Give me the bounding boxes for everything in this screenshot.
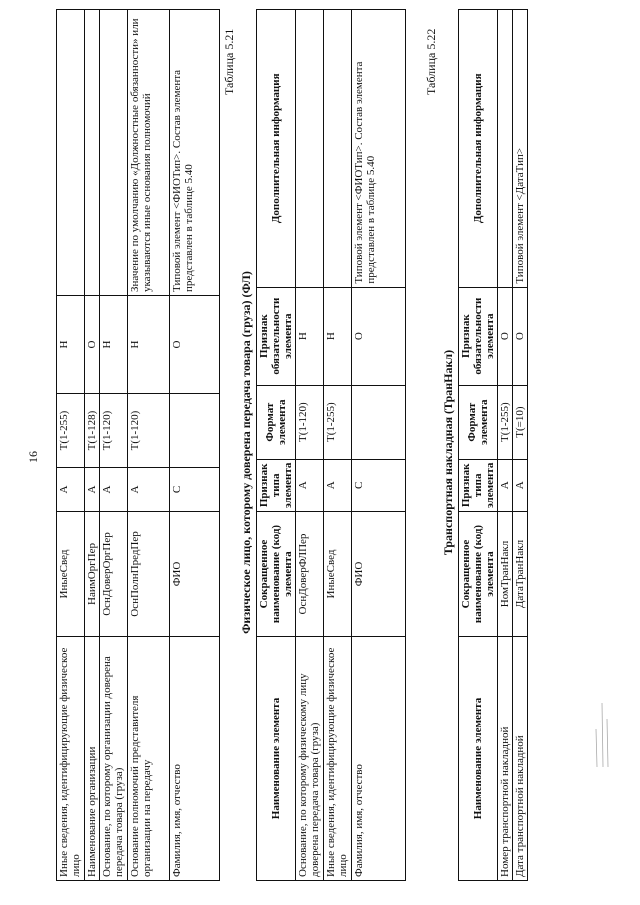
- table-row: [352, 10, 406, 881]
- cell-req: Н: [57, 296, 85, 394]
- cell-info: [100, 10, 128, 296]
- header-row: [459, 10, 498, 881]
- header-row: [257, 10, 296, 881]
- column-header-code: Сокращенное наименование (код) элемента: [257, 512, 296, 637]
- cell-info: Типовой элемент <ФИОТип>. Состав элемента представлен в таблице 5.40: [352, 10, 406, 288]
- cell-name: Номер транспортной накладной: [498, 637, 513, 881]
- table-label-5-22: Таблица 5.22: [424, 28, 438, 95]
- cell-info: [57, 10, 85, 296]
- column-header-name: Наименование элемента: [459, 637, 498, 881]
- cell-req: О: [352, 287, 406, 385]
- cell-req: О: [170, 296, 220, 394]
- cell-code: ИныеСвед: [57, 512, 85, 637]
- table-row: [513, 10, 528, 881]
- cell-code: ИныеСвед: [324, 512, 352, 637]
- cell-type: А: [324, 459, 352, 511]
- column-header-info: Дополнительная информация: [459, 10, 498, 288]
- cell-info: [85, 10, 100, 296]
- cell-code: ДатаТранНакл: [513, 512, 528, 637]
- cell-name: Иные сведения, идентифицирующие физическое лицо: [57, 637, 85, 881]
- cell-type: А: [513, 459, 528, 511]
- cell-name: Наименование организации: [85, 637, 100, 881]
- cell-req: Н: [324, 287, 352, 385]
- cell-code: ФИО: [352, 512, 406, 637]
- column-header-type: Признак типа элемента: [257, 459, 296, 511]
- column-header-info: Дополнительная информация: [257, 10, 296, 288]
- cell-format: [170, 394, 220, 468]
- cell-req: Н: [128, 296, 170, 394]
- stamp-mark: [592, 699, 610, 769]
- cell-format: Т(1-128): [85, 394, 100, 468]
- table-row: [100, 10, 128, 881]
- cell-type: А: [85, 468, 100, 512]
- cell-type: С: [352, 459, 406, 511]
- cell-type: А: [296, 459, 324, 511]
- cell-format: [352, 385, 406, 459]
- column-header-format: Формат элемента: [459, 385, 498, 459]
- cell-code: НаимОргПер: [85, 512, 100, 637]
- cell-format: Т(1-255): [324, 385, 352, 459]
- column-header-type: Признак типа элемента: [459, 459, 498, 511]
- cell-req: О: [85, 296, 100, 394]
- table-row: [57, 10, 85, 881]
- cell-req: О: [498, 287, 513, 385]
- scan-stamp: [592, 699, 612, 769]
- cell-req: Н: [296, 287, 324, 385]
- cell-name: Основание, по которому физическому лицу доверена передача товара (груза): [296, 637, 324, 881]
- cell-format: Т(=10): [513, 385, 528, 459]
- cell-code: НомТранНакл: [498, 512, 513, 637]
- cell-req: О: [513, 287, 528, 385]
- cell-type: А: [100, 468, 128, 512]
- cell-format: Т(1-120): [128, 394, 170, 468]
- table-row: [170, 10, 220, 881]
- cell-name: Фамилия, имя, отчество: [170, 637, 220, 881]
- cell-info: [324, 10, 352, 288]
- cell-info: [296, 10, 324, 288]
- table-label-5-21: Таблица 5.21: [222, 28, 236, 95]
- cell-name: Дата транспортной накладной: [513, 637, 528, 881]
- page-number: 16: [26, 451, 40, 463]
- cell-info: [498, 10, 513, 288]
- cell-format: Т(1-255): [498, 385, 513, 459]
- table-row: [85, 10, 100, 881]
- cell-name: Иные сведения, идентифицирующие физическое лицо: [324, 637, 352, 881]
- column-header-name: Наименование элемента: [257, 637, 296, 881]
- cell-req: Н: [100, 296, 128, 394]
- cell-format: Т(1-255): [57, 394, 85, 468]
- cell-code: ОснПолнПредПер: [128, 512, 170, 637]
- cell-name: Фамилия, имя, отчество: [352, 637, 406, 881]
- cell-format: Т(1-120): [296, 385, 324, 459]
- cell-type: А: [498, 459, 513, 511]
- column-header-req: Признак обязательности элемента: [459, 287, 498, 385]
- table-row: [498, 10, 513, 881]
- cell-type: А: [57, 468, 85, 512]
- cell-code: ФИО: [170, 512, 220, 637]
- column-header-code: Сокращенное наименование (код) элемента: [459, 512, 498, 637]
- table-row: [296, 10, 324, 881]
- cell-info: Типовой элемент <ДатаТип>: [513, 10, 528, 288]
- table-title-5-21: Физическое лицо, которому доверена передача товара (груза) (ФЛ): [239, 271, 253, 634]
- table-row: [128, 10, 170, 881]
- cell-name: Основание полномочий представителя организации на передачу: [128, 637, 170, 881]
- cell-code: ОснДоверФЛПер: [296, 512, 324, 637]
- column-header-req: Признак обязательности элемента: [257, 287, 296, 385]
- table-title-5-22: Транспортная накладная (ТранНакл): [441, 349, 455, 556]
- cell-code: ОснДоверОргПер: [100, 512, 128, 637]
- cell-type: А: [128, 468, 170, 512]
- table-continuation: [56, 9, 220, 881]
- table-5-21: [256, 9, 406, 881]
- cell-format: Т(1-120): [100, 394, 128, 468]
- cell-name: Основание, по которому организации доверена передача товара (груза): [100, 637, 128, 881]
- table-row: [324, 10, 352, 881]
- cell-info: Типовой элемент <ФИОТип>. Состав элемента представлен в таблице 5.40: [170, 10, 220, 296]
- column-header-format: Формат элемента: [257, 385, 296, 459]
- table-5-22: [458, 9, 528, 881]
- cell-info: Значение по умолчанию «Должностные обязанности» или указываются иные основания полномочий: [128, 10, 170, 296]
- cell-type: С: [170, 468, 220, 512]
